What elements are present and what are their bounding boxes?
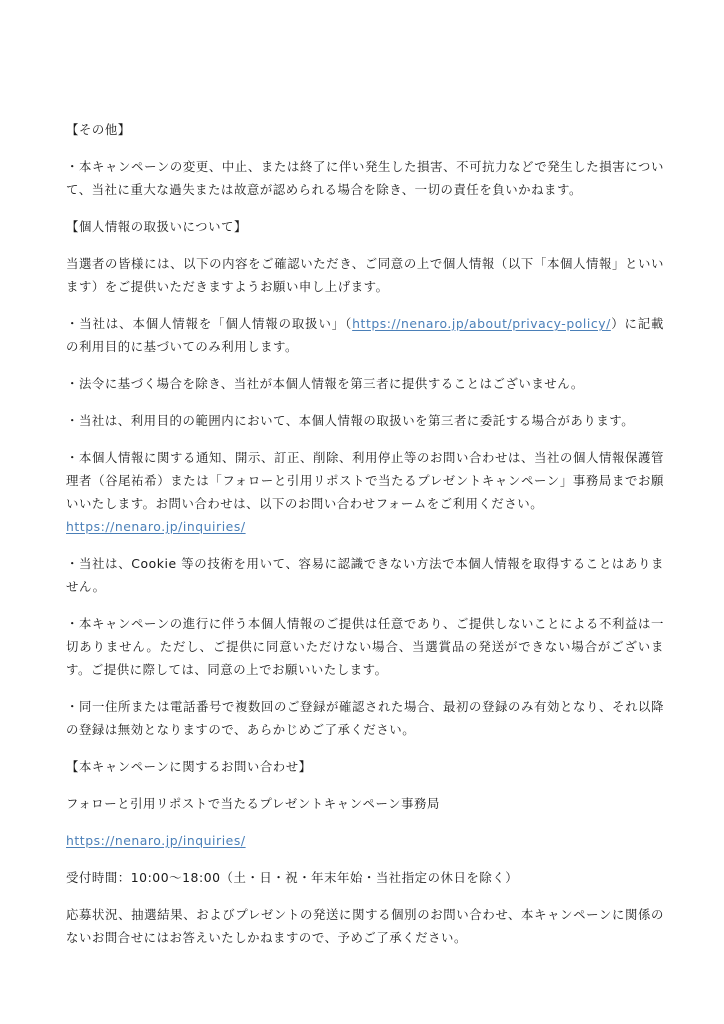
paragraph-outsourcing: ・当社は、利用目的の範囲内において、本個人情報の取扱いを第三者に委託する場合があります。 bbox=[66, 413, 635, 428]
paragraph-no-third-party: ・法令に基づく場合を除き、当社が本個人情報を第三者に提供することはございません。 bbox=[66, 376, 584, 391]
paragraph-inquiry bbox=[66, 446, 664, 538]
paragraph-liability: ・本キャンペーンの変更、中止、または終了に伴い発生した損害、不可抗力などで発生した損害について、当社に重大な過失または故意が認められる場合を除き、一切の責任を負いかねます。 bbox=[66, 159, 664, 197]
contact-link-paragraph bbox=[66, 829, 664, 852]
paragraph-privacy-purpose-before: ・当社は、本個人情報を「個人情報の取扱い」（ bbox=[66, 316, 353, 331]
document-page bbox=[66, 118, 664, 949]
contact-inquiries-link[interactable]: https://nenaro.jp/inquiries/ bbox=[66, 833, 246, 848]
paragraph-privacy-intro: 当選者の皆様には、以下の内容をご確認いただき、ご同意の上で個人情報（以下「本個人情報」といいます）をご提供いただきますようお願い申し上げます。 bbox=[66, 256, 664, 294]
contact-note: 応募状況、抽選結果、およびプレゼントの発送に関する個別のお問い合わせ、本キャンペーンに関係のないお問合せにはお答えいたしかねますので、予めご了承ください。 bbox=[66, 907, 664, 945]
paragraph-voluntary: ・本キャンペーンの進行に伴う本個人情報のご提供は任意であり、ご提供しないことによる不利益は一切ありません。ただし、ご提供に同意いただけない場合、当選賞品の発送ができない場合がございます。ご提供に際しては、同意の上でお願いいたします。 bbox=[66, 616, 664, 677]
paragraph-cookie: ・当社は、Cookie 等の技術を用いて、容易に認識できない方法で本個人情報を取得することはありません。 bbox=[66, 556, 664, 594]
section-heading-contact: 【本キャンペーンに関するお問い合わせ】 bbox=[66, 759, 312, 774]
privacy-policy-link[interactable]: https://nenaro.jp/about/privacy-policy/ bbox=[352, 316, 611, 331]
contact-hours: 受付時間：10:00〜18:00（土・日・祝・年末年始・当社指定の休日を除く） bbox=[66, 870, 519, 885]
section-heading-privacy: 【個人情報の取扱いについて】 bbox=[66, 219, 247, 234]
paragraph-duplicate: ・同一住所または電話番号で複数回のご登録が確認された場合、最初の登録のみ有効となり、それ以降の登録は無効となりますので、あらかじめご了承ください。 bbox=[66, 699, 664, 737]
paragraph-privacy-purpose-after: ）に記載の利用目的に基づいてのみ利用します。 bbox=[66, 316, 664, 354]
inquiries-link[interactable]: https://nenaro.jp/inquiries/ bbox=[66, 519, 246, 534]
paragraph-inquiry-text: ・本個人情報に関する通知、開示、訂正、削除、利用停止等のお問い合わせは、当社の個人情報保護管理者（谷尾祐希）または「フォローと引用リポストで当たるプレゼントキャンペーン」事務局までお願いいたします。お問い合わせは、以下のお問い合わせフォームをご利用ください。 bbox=[66, 450, 664, 511]
paragraph-privacy-purpose bbox=[66, 312, 664, 358]
contact-office: フォローと引用リポストで当たるプレゼントキャンペーン事務局 bbox=[66, 796, 440, 811]
section-heading-other: 【その他】 bbox=[66, 122, 131, 137]
